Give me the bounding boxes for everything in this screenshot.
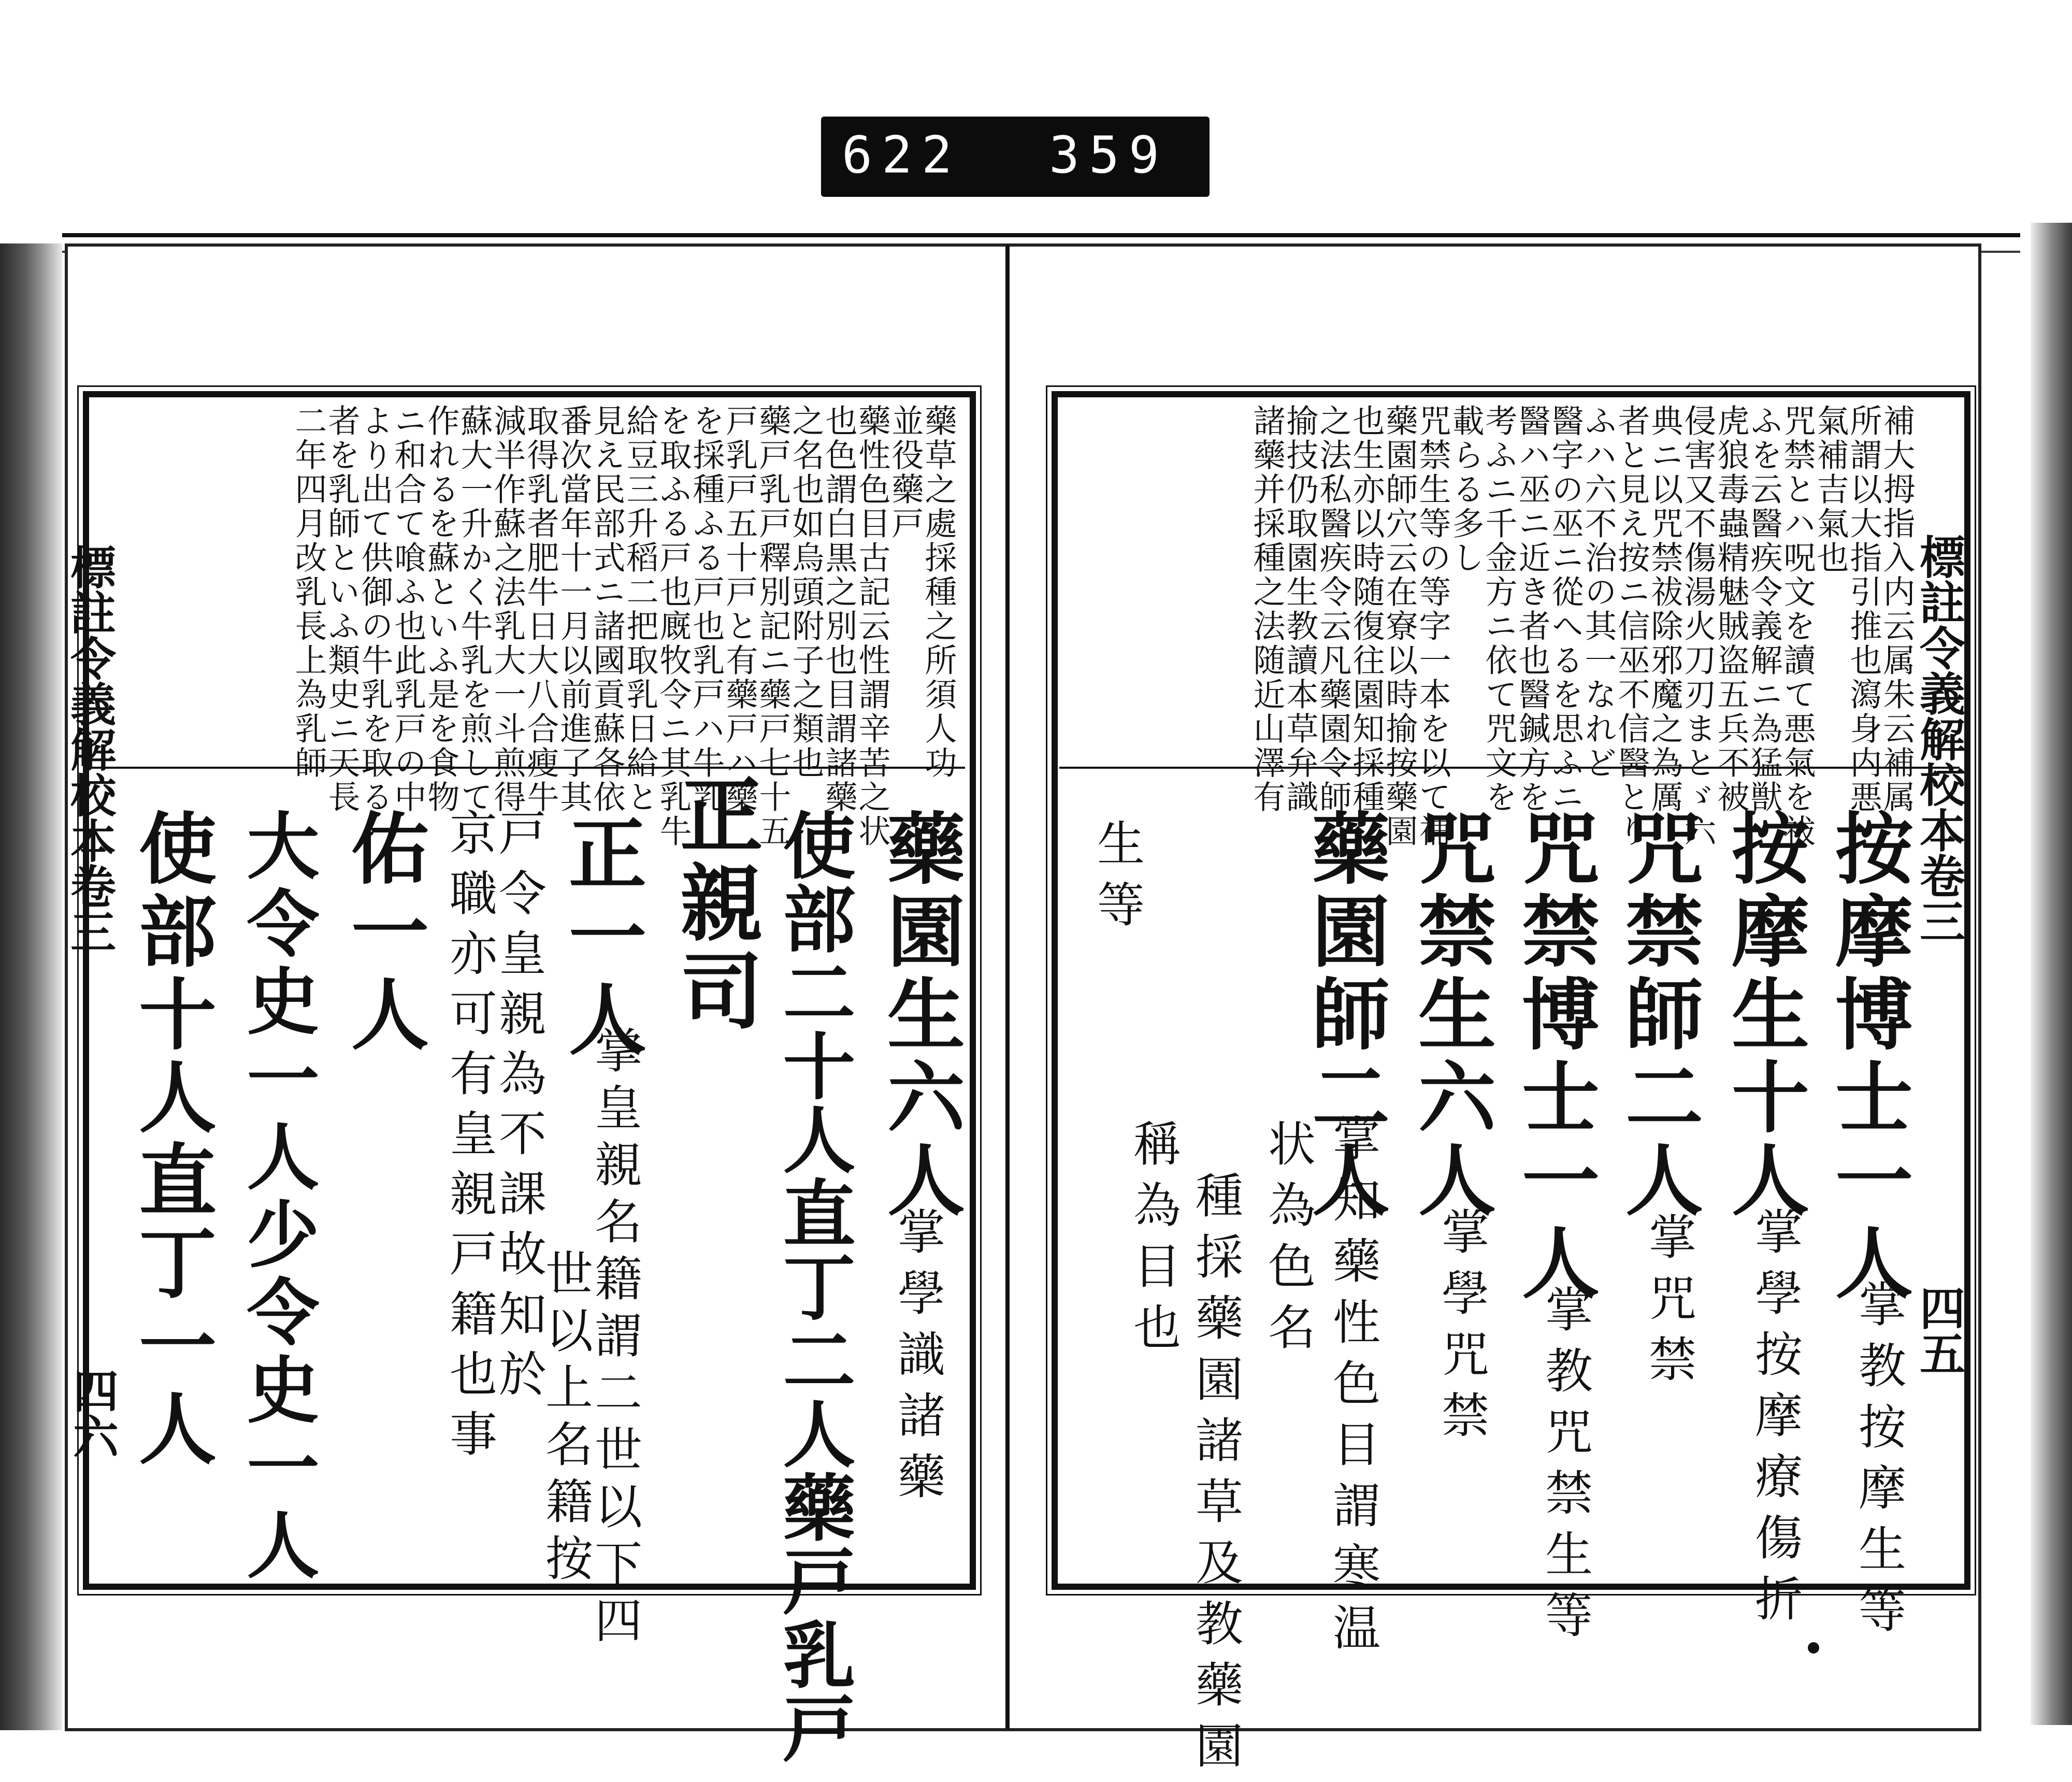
right-entry-annotation: 掌教按摩生等: [1851, 1280, 1906, 1646]
right-note-line: 咒禁生等の等字一本を以て補: [1414, 404, 1451, 849]
right-folio: 四五: [1912, 1285, 1966, 1376]
right-note-line: 者と見え按ニ信巫不信醫とり: [1613, 404, 1650, 849]
ink-dot: [1808, 1642, 1819, 1654]
left-note-line: 番次當年十一月以前進了其: [555, 404, 593, 814]
right-note-line: 諸藥并採種之法随近山澤有: [1248, 404, 1286, 814]
left-entry-title: 使部十人直丁一人: [125, 808, 217, 1471]
right-note-line: 補大拇指入内云属朱云補属: [1878, 404, 1916, 814]
left-note-line: 作れるを蘇といふ是を食物: [422, 404, 460, 814]
left-note-line: 戸乳戸五十戸と有藥戸ハ藥: [721, 404, 758, 814]
right-entry-title: 咒禁生六人: [1405, 808, 1496, 1223]
book-edge-shadow-left: [0, 243, 62, 1730]
right-note-line: 考ふニ千金方ニ依て咒文を: [1480, 404, 1518, 814]
left-note-line: 也色謂白黒之別也目謂諸藥: [820, 404, 858, 814]
left-note-line: 並役藥戸: [886, 404, 924, 541]
left-entry-annotation: 掌皇親名籍謂二世以下四: [587, 1026, 642, 1652]
right-entry-annotation: 掌咒禁: [1641, 1212, 1696, 1396]
left-note-line: 藥戸乳戸釋別記ニ藥戸七十五: [754, 404, 792, 849]
right-entry-annotation: 生等: [1089, 818, 1145, 941]
left-entry-title: 使部二十人直丁二人藥戸乳戸: [771, 808, 856, 1764]
right-note-line: 載らる多し: [1447, 404, 1485, 575]
right-note-line: 典ニ以咒禁祓除邪魔之為厲: [1646, 404, 1684, 814]
shelf-mark-left: 622: [842, 126, 962, 185]
right-entry-title: 按摩生十人: [1718, 808, 1809, 1223]
right-entry-title: 按摩博士一人: [1822, 808, 1913, 1305]
right-note-line: ふハ六不治の其一なれど: [1579, 404, 1617, 780]
left-entry-title: 佑一人: [338, 808, 429, 1057]
left-note-line: 蘇大一升かく牛乳を煎して: [455, 404, 493, 814]
right-note-line: 虎狼毒蟲精魅賊盗五兵不被: [1712, 404, 1750, 814]
left-note-line: 給豆三升稻二把取乳日給と: [621, 404, 659, 814]
left-note-line: を採種ふる戸也乳戸ハ牛乳: [687, 404, 725, 814]
left-note-line: 減半作蘇之法乳大一斗煎得: [488, 404, 526, 814]
left-entry-annotation: 戸令皇親為不課故知於: [491, 808, 546, 1409]
book-edge-shadow-right: [2031, 223, 2072, 1725]
right-note-line: 之法私醫疾令云凡藥園令師: [1314, 404, 1352, 814]
left-note-line: 取得乳者肥牛日大八合瘦牛: [522, 404, 559, 814]
left-section-title: 正親司: [666, 772, 764, 1036]
right-entry-annotation: 種採藥園諸草及教藥園: [1188, 1171, 1243, 1782]
right-entry-annotation: 掌學按摩療傷折: [1747, 1207, 1803, 1635]
right-spine-title: 標註令義解校本卷三: [1912, 534, 1966, 944]
left-entry-title: 藥園生六人: [874, 808, 965, 1223]
right-entry-title: 藥園師二人: [1299, 808, 1390, 1223]
left-note-line: を取ふる戸也廐牧令ニ其乳牛: [654, 404, 692, 849]
left-note-line: より出て供御の牛乳を取る: [356, 404, 394, 814]
right-entry-annotation: 掌學咒禁: [1434, 1207, 1489, 1452]
left-spine-title: 標註令義解校本卷三: [63, 544, 117, 954]
right-entry-annotation: 稱為目也: [1126, 1119, 1181, 1363]
left-note-line: 二年四月改乳長上為乳師: [290, 404, 327, 780]
right-note-line: 藥園師穴云在寮以時揄按藥園: [1380, 404, 1418, 849]
right-entry-annotation: 掌知藥性色目謂寒温: [1325, 1114, 1380, 1664]
right-note-line: 揄技仍取園生教讀本草弁識: [1281, 404, 1319, 814]
left-folio: 四六: [66, 1368, 120, 1459]
right-entry-annotation: 状為色名: [1260, 1119, 1316, 1363]
right-entry-title: 咒禁博士一人: [1508, 808, 1600, 1305]
right-note-line: 咒禁とハ呪文を讀て悪氣を祓: [1778, 404, 1816, 849]
right-note-line: 所謂以大指引推也瀉身内悪: [1845, 404, 1882, 814]
left-entry-title: 大令史一人少令史一人: [235, 808, 320, 1585]
left-entry-title: 正一人: [555, 813, 646, 1062]
right-note-line: 醫字の巫ニ從へるを思ふニ: [1546, 404, 1584, 814]
right-entry-title: 咒禁師二人: [1612, 808, 1703, 1223]
left-note-line: 見え民部式ニ諸國貢蘇各依: [588, 404, 626, 814]
right-entry-annotation: 掌教咒禁生等: [1537, 1285, 1593, 1651]
left-entry-annotation: 京職亦可有皇親戸籍也事: [442, 808, 497, 1469]
left-note-line: 藥草之處採種之所須人功: [919, 404, 957, 780]
right-note-line: 氣補吉氣也: [1811, 404, 1849, 575]
right-note-line: 侵害又不傷湯火刀刃まとゞ六: [1679, 404, 1717, 849]
shelf-mark-right: 359: [1049, 126, 1169, 185]
left-note-line: 者を乳師といふ類史ニ天長: [323, 404, 361, 814]
left-entry-annotation: 世以上名籍按: [538, 1248, 593, 1590]
left-note-line: 藥性色目古記云性謂辛苦之状: [853, 404, 891, 849]
right-note-line: ふを云醫疾令義解ニ為猛獣: [1745, 404, 1783, 814]
left-note-line: ニ和合て喰ふ也此乳戸の中: [389, 404, 427, 814]
left-note-line: 之名也如烏頭附子之類也: [787, 404, 825, 780]
right-note-line: 也生亦以時随復往園知採種: [1347, 404, 1385, 814]
right-note-line: 醫ハ巫ニ近き者也醫鍼方を: [1513, 404, 1551, 814]
shelf-mark-label: [821, 117, 1210, 197]
left-entry-annotation: 掌學識諸藥: [890, 1207, 945, 1513]
